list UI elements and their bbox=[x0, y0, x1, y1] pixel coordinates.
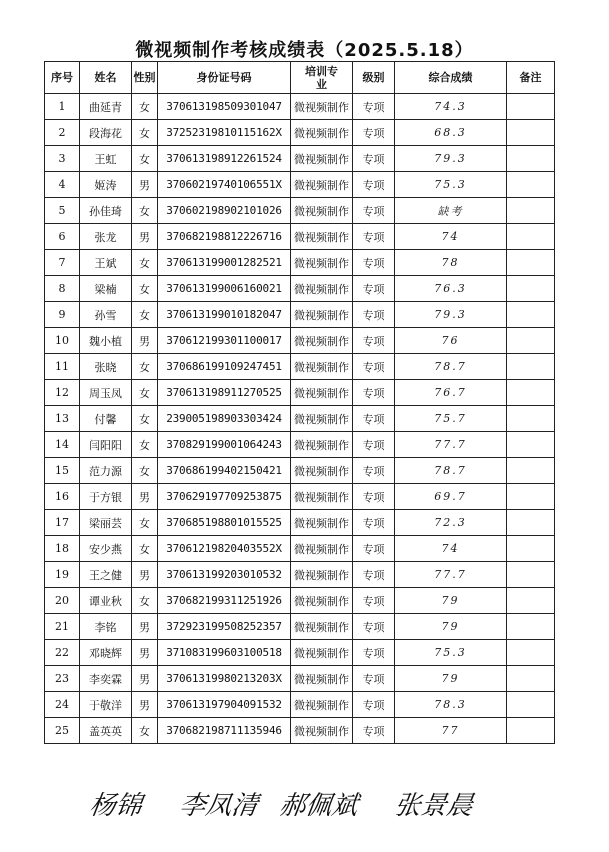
cell-score: 74 bbox=[395, 536, 507, 562]
table-body bbox=[45, 94, 555, 744]
cell-note bbox=[507, 458, 555, 484]
cell-score: 77 bbox=[395, 718, 507, 744]
cell-level: 专项 bbox=[353, 380, 395, 406]
cell-name: 盖英英 bbox=[80, 718, 132, 744]
cell-sex: 男 bbox=[132, 666, 158, 692]
cell-note bbox=[507, 120, 555, 146]
cell-name: 李铭 bbox=[80, 614, 132, 640]
header-no: 序号 bbox=[45, 62, 80, 94]
cell-score: 68.3 bbox=[395, 120, 507, 146]
cell-level: 专项 bbox=[353, 536, 395, 562]
cell-id-number: 370613199010182047 bbox=[158, 302, 291, 328]
cell-major: 微视频制作 bbox=[291, 328, 353, 354]
cell-sex: 女 bbox=[132, 458, 158, 484]
cell-name: 梁楠 bbox=[80, 276, 132, 302]
cell-sex: 男 bbox=[132, 692, 158, 718]
cell-note bbox=[507, 640, 555, 666]
cell-major: 微视频制作 bbox=[291, 250, 353, 276]
cell-no: 17 bbox=[45, 510, 80, 536]
cell-id-number: 370829199001064243 bbox=[158, 432, 291, 458]
header-major: 培训专业 bbox=[291, 62, 353, 94]
cell-major: 微视频制作 bbox=[291, 666, 353, 692]
cell-major: 微视频制作 bbox=[291, 94, 353, 120]
cell-id-number: 371083199603100518 bbox=[158, 640, 291, 666]
header-note: 备注 bbox=[507, 62, 555, 94]
table-row bbox=[45, 380, 555, 406]
table-row bbox=[45, 354, 555, 380]
cell-sex: 男 bbox=[132, 172, 158, 198]
cell-major: 微视频制作 bbox=[291, 146, 353, 172]
table-row bbox=[45, 302, 555, 328]
cell-sex: 男 bbox=[132, 328, 158, 354]
cell-id-number: 370682198812226716 bbox=[158, 224, 291, 250]
cell-level: 专项 bbox=[353, 588, 395, 614]
cell-id-number: 37060219740106551X bbox=[158, 172, 291, 198]
cell-no: 4 bbox=[45, 172, 80, 198]
table-row bbox=[45, 406, 555, 432]
cell-level: 专项 bbox=[353, 562, 395, 588]
cell-sex: 女 bbox=[132, 250, 158, 276]
cell-name: 闫阳阳 bbox=[80, 432, 132, 458]
header-name: 姓名 bbox=[80, 62, 132, 94]
cell-score: 75.7 bbox=[395, 406, 507, 432]
cell-level: 专项 bbox=[353, 276, 395, 302]
cell-no: 12 bbox=[45, 380, 80, 406]
cell-level: 专项 bbox=[353, 614, 395, 640]
cell-name: 于敬洋 bbox=[80, 692, 132, 718]
cell-score: 79.3 bbox=[395, 302, 507, 328]
cell-id-number: 370613198911270525 bbox=[158, 380, 291, 406]
cell-score: 79.3 bbox=[395, 146, 507, 172]
cell-id-number: 370686199109247451 bbox=[158, 354, 291, 380]
cell-level: 专项 bbox=[353, 146, 395, 172]
cell-name: 范力源 bbox=[80, 458, 132, 484]
cell-id-number: 372923199508252357 bbox=[158, 614, 291, 640]
cell-name: 王之健 bbox=[80, 562, 132, 588]
table-row bbox=[45, 250, 555, 276]
cell-major: 微视频制作 bbox=[291, 510, 353, 536]
page-title: 微视频制作考核成绩表（2025.5.18） bbox=[135, 40, 474, 61]
cell-note bbox=[507, 354, 555, 380]
cell-level: 专项 bbox=[353, 328, 395, 354]
cell-note bbox=[507, 406, 555, 432]
cell-note bbox=[507, 614, 555, 640]
cell-name: 孙雪 bbox=[80, 302, 132, 328]
cell-sex: 女 bbox=[132, 276, 158, 302]
cell-name: 李奕霖 bbox=[80, 666, 132, 692]
cell-major: 微视频制作 bbox=[291, 432, 353, 458]
cell-score: 75.3 bbox=[395, 172, 507, 198]
cell-level: 专项 bbox=[353, 692, 395, 718]
cell-sex: 女 bbox=[132, 120, 158, 146]
cell-major: 微视频制作 bbox=[291, 120, 353, 146]
cell-level: 专项 bbox=[353, 406, 395, 432]
cell-note bbox=[507, 328, 555, 354]
cell-level: 专项 bbox=[353, 666, 395, 692]
header-sex: 性别 bbox=[132, 62, 158, 94]
handwritten-signature: 张景晨 bbox=[392, 791, 475, 821]
cell-sex: 女 bbox=[132, 198, 158, 224]
cell-note bbox=[507, 380, 555, 406]
handwritten-signature: 李凤清 bbox=[177, 791, 260, 821]
table-row bbox=[45, 198, 555, 224]
cell-level: 专项 bbox=[353, 172, 395, 198]
cell-score: 77.7 bbox=[395, 562, 507, 588]
cell-level: 专项 bbox=[353, 354, 395, 380]
cell-no: 10 bbox=[45, 328, 80, 354]
cell-sex: 男 bbox=[132, 614, 158, 640]
cell-sex: 男 bbox=[132, 562, 158, 588]
cell-level: 专项 bbox=[353, 198, 395, 224]
table-row bbox=[45, 172, 555, 198]
cell-name: 孙佳琦 bbox=[80, 198, 132, 224]
cell-major: 微视频制作 bbox=[291, 458, 353, 484]
cell-major: 微视频制作 bbox=[291, 718, 353, 744]
table-header-row bbox=[45, 62, 555, 94]
cell-note bbox=[507, 588, 555, 614]
cell-level: 专项 bbox=[353, 250, 395, 276]
table-row bbox=[45, 614, 555, 640]
cell-id-number: 37252319810115162X bbox=[158, 120, 291, 146]
cell-name: 周玉凤 bbox=[80, 380, 132, 406]
cell-name: 于方银 bbox=[80, 484, 132, 510]
cell-score: 69.7 bbox=[395, 484, 507, 510]
cell-sex: 男 bbox=[132, 224, 158, 250]
cell-score: 76.7 bbox=[395, 380, 507, 406]
cell-note bbox=[507, 666, 555, 692]
cell-no: 1 bbox=[45, 94, 80, 120]
cell-id-number: 370685198801015525 bbox=[158, 510, 291, 536]
cell-level: 专项 bbox=[353, 94, 395, 120]
table-row bbox=[45, 692, 555, 718]
cell-no: 25 bbox=[45, 718, 80, 744]
table-row bbox=[45, 718, 555, 744]
cell-no: 9 bbox=[45, 302, 80, 328]
cell-id-number: 239005198903303424 bbox=[158, 406, 291, 432]
cell-name: 张龙 bbox=[80, 224, 132, 250]
cell-sex: 女 bbox=[132, 536, 158, 562]
cell-score: 78.7 bbox=[395, 354, 507, 380]
table-row bbox=[45, 224, 555, 250]
cell-sex: 女 bbox=[132, 354, 158, 380]
cell-score: 76.3 bbox=[395, 276, 507, 302]
cell-major: 微视频制作 bbox=[291, 354, 353, 380]
cell-level: 专项 bbox=[353, 224, 395, 250]
cell-name: 梁丽芸 bbox=[80, 510, 132, 536]
cell-note bbox=[507, 432, 555, 458]
cell-no: 16 bbox=[45, 484, 80, 510]
cell-major: 微视频制作 bbox=[291, 224, 353, 250]
table-row bbox=[45, 588, 555, 614]
handwritten-signature: 郝佩斌 bbox=[277, 791, 360, 821]
cell-no: 5 bbox=[45, 198, 80, 224]
cell-level: 专项 bbox=[353, 458, 395, 484]
cell-score: 79 bbox=[395, 588, 507, 614]
cell-note bbox=[507, 692, 555, 718]
cell-score: 79 bbox=[395, 666, 507, 692]
cell-name: 段海花 bbox=[80, 120, 132, 146]
cell-no: 2 bbox=[45, 120, 80, 146]
cell-major: 微视频制作 bbox=[291, 406, 353, 432]
cell-sex: 女 bbox=[132, 380, 158, 406]
cell-major: 微视频制作 bbox=[291, 692, 353, 718]
cell-note bbox=[507, 224, 555, 250]
cell-note bbox=[507, 718, 555, 744]
cell-id-number: 370613199001282521 bbox=[158, 250, 291, 276]
score-table bbox=[44, 61, 555, 744]
cell-score: 78.7 bbox=[395, 458, 507, 484]
cell-sex: 女 bbox=[132, 302, 158, 328]
cell-name: 王虹 bbox=[80, 146, 132, 172]
table-row bbox=[45, 146, 555, 172]
cell-note bbox=[507, 484, 555, 510]
cell-no: 8 bbox=[45, 276, 80, 302]
cell-level: 专项 bbox=[353, 120, 395, 146]
header-score: 综合成绩 bbox=[395, 62, 507, 94]
table-row bbox=[45, 640, 555, 666]
cell-level: 专项 bbox=[353, 484, 395, 510]
cell-no: 6 bbox=[45, 224, 80, 250]
cell-major: 微视频制作 bbox=[291, 562, 353, 588]
cell-score: 75.3 bbox=[395, 640, 507, 666]
cell-id-number: 370682198711135946 bbox=[158, 718, 291, 744]
cell-sex: 男 bbox=[132, 640, 158, 666]
cell-id-number: 370613199203010532 bbox=[158, 562, 291, 588]
cell-major: 微视频制作 bbox=[291, 198, 353, 224]
cell-major: 微视频制作 bbox=[291, 276, 353, 302]
cell-note bbox=[507, 562, 555, 588]
cell-id-number: 370682199311251926 bbox=[158, 588, 291, 614]
cell-level: 专项 bbox=[353, 510, 395, 536]
cell-note bbox=[507, 146, 555, 172]
cell-no: 20 bbox=[45, 588, 80, 614]
cell-no: 23 bbox=[45, 666, 80, 692]
header-level: 级别 bbox=[353, 62, 395, 94]
table-row bbox=[45, 458, 555, 484]
cell-id-number: 370613197904091532 bbox=[158, 692, 291, 718]
cell-no: 19 bbox=[45, 562, 80, 588]
cell-score: 78.3 bbox=[395, 692, 507, 718]
table-row bbox=[45, 484, 555, 510]
cell-no: 11 bbox=[45, 354, 80, 380]
cell-sex: 女 bbox=[132, 406, 158, 432]
cell-major: 微视频制作 bbox=[291, 484, 353, 510]
cell-note bbox=[507, 302, 555, 328]
cell-major: 微视频制作 bbox=[291, 302, 353, 328]
cell-id-number: 37061319980213203X bbox=[158, 666, 291, 692]
table-row bbox=[45, 276, 555, 302]
cell-id-number: 37061219820403552X bbox=[158, 536, 291, 562]
cell-score: 74.3 bbox=[395, 94, 507, 120]
cell-no: 18 bbox=[45, 536, 80, 562]
cell-major: 微视频制作 bbox=[291, 588, 353, 614]
table-row bbox=[45, 120, 555, 146]
cell-id-number: 370613199006160021 bbox=[158, 276, 291, 302]
cell-name: 张晓 bbox=[80, 354, 132, 380]
cell-id-number: 370602198902101026 bbox=[158, 198, 291, 224]
table-row bbox=[45, 432, 555, 458]
cell-level: 专项 bbox=[353, 640, 395, 666]
cell-name: 曲延青 bbox=[80, 94, 132, 120]
cell-major: 微视频制作 bbox=[291, 172, 353, 198]
cell-name: 付馨 bbox=[80, 406, 132, 432]
cell-score: 缺考 bbox=[395, 198, 507, 224]
table-row bbox=[45, 666, 555, 692]
cell-id-number: 370613198912261524 bbox=[158, 146, 291, 172]
cell-no: 21 bbox=[45, 614, 80, 640]
handwritten-signature: 杨锦 bbox=[87, 791, 144, 821]
cell-name: 魏小植 bbox=[80, 328, 132, 354]
cell-name: 谭业秋 bbox=[80, 588, 132, 614]
table-row bbox=[45, 562, 555, 588]
cell-sex: 女 bbox=[132, 588, 158, 614]
cell-no: 3 bbox=[45, 146, 80, 172]
cell-sex: 女 bbox=[132, 510, 158, 536]
cell-level: 专项 bbox=[353, 718, 395, 744]
cell-name: 安少燕 bbox=[80, 536, 132, 562]
cell-score: 78 bbox=[395, 250, 507, 276]
cell-id-number: 370612199301100017 bbox=[158, 328, 291, 354]
cell-no: 13 bbox=[45, 406, 80, 432]
cell-major: 微视频制作 bbox=[291, 536, 353, 562]
table-row bbox=[45, 94, 555, 120]
cell-id-number: 370629197709253875 bbox=[158, 484, 291, 510]
cell-note bbox=[507, 276, 555, 302]
cell-name: 王斌 bbox=[80, 250, 132, 276]
cell-sex: 女 bbox=[132, 94, 158, 120]
table-row bbox=[45, 328, 555, 354]
cell-note bbox=[507, 510, 555, 536]
cell-score: 76 bbox=[395, 328, 507, 354]
cell-note bbox=[507, 198, 555, 224]
cell-no: 7 bbox=[45, 250, 80, 276]
cell-score: 72.3 bbox=[395, 510, 507, 536]
cell-score: 74 bbox=[395, 224, 507, 250]
cell-no: 24 bbox=[45, 692, 80, 718]
cell-note bbox=[507, 172, 555, 198]
cell-major: 微视频制作 bbox=[291, 640, 353, 666]
cell-no: 15 bbox=[45, 458, 80, 484]
cell-note bbox=[507, 536, 555, 562]
cell-no: 22 bbox=[45, 640, 80, 666]
cell-name: 姬涛 bbox=[80, 172, 132, 198]
cell-id-number: 370686199402150421 bbox=[158, 458, 291, 484]
cell-major: 微视频制作 bbox=[291, 614, 353, 640]
cell-note bbox=[507, 94, 555, 120]
cell-sex: 女 bbox=[132, 146, 158, 172]
cell-sex: 女 bbox=[132, 432, 158, 458]
cell-note bbox=[507, 250, 555, 276]
cell-level: 专项 bbox=[353, 432, 395, 458]
cell-sex: 女 bbox=[132, 718, 158, 744]
table-row bbox=[45, 536, 555, 562]
cell-score: 77.7 bbox=[395, 432, 507, 458]
cell-score: 79 bbox=[395, 614, 507, 640]
table-row bbox=[45, 510, 555, 536]
cell-major: 微视频制作 bbox=[291, 380, 353, 406]
cell-no: 14 bbox=[45, 432, 80, 458]
cell-id-number: 370613198509301047 bbox=[158, 94, 291, 120]
cell-sex: 男 bbox=[132, 484, 158, 510]
header-id: 身份证号码 bbox=[158, 62, 291, 94]
cell-level: 专项 bbox=[353, 302, 395, 328]
cell-name: 邓晓辉 bbox=[80, 640, 132, 666]
